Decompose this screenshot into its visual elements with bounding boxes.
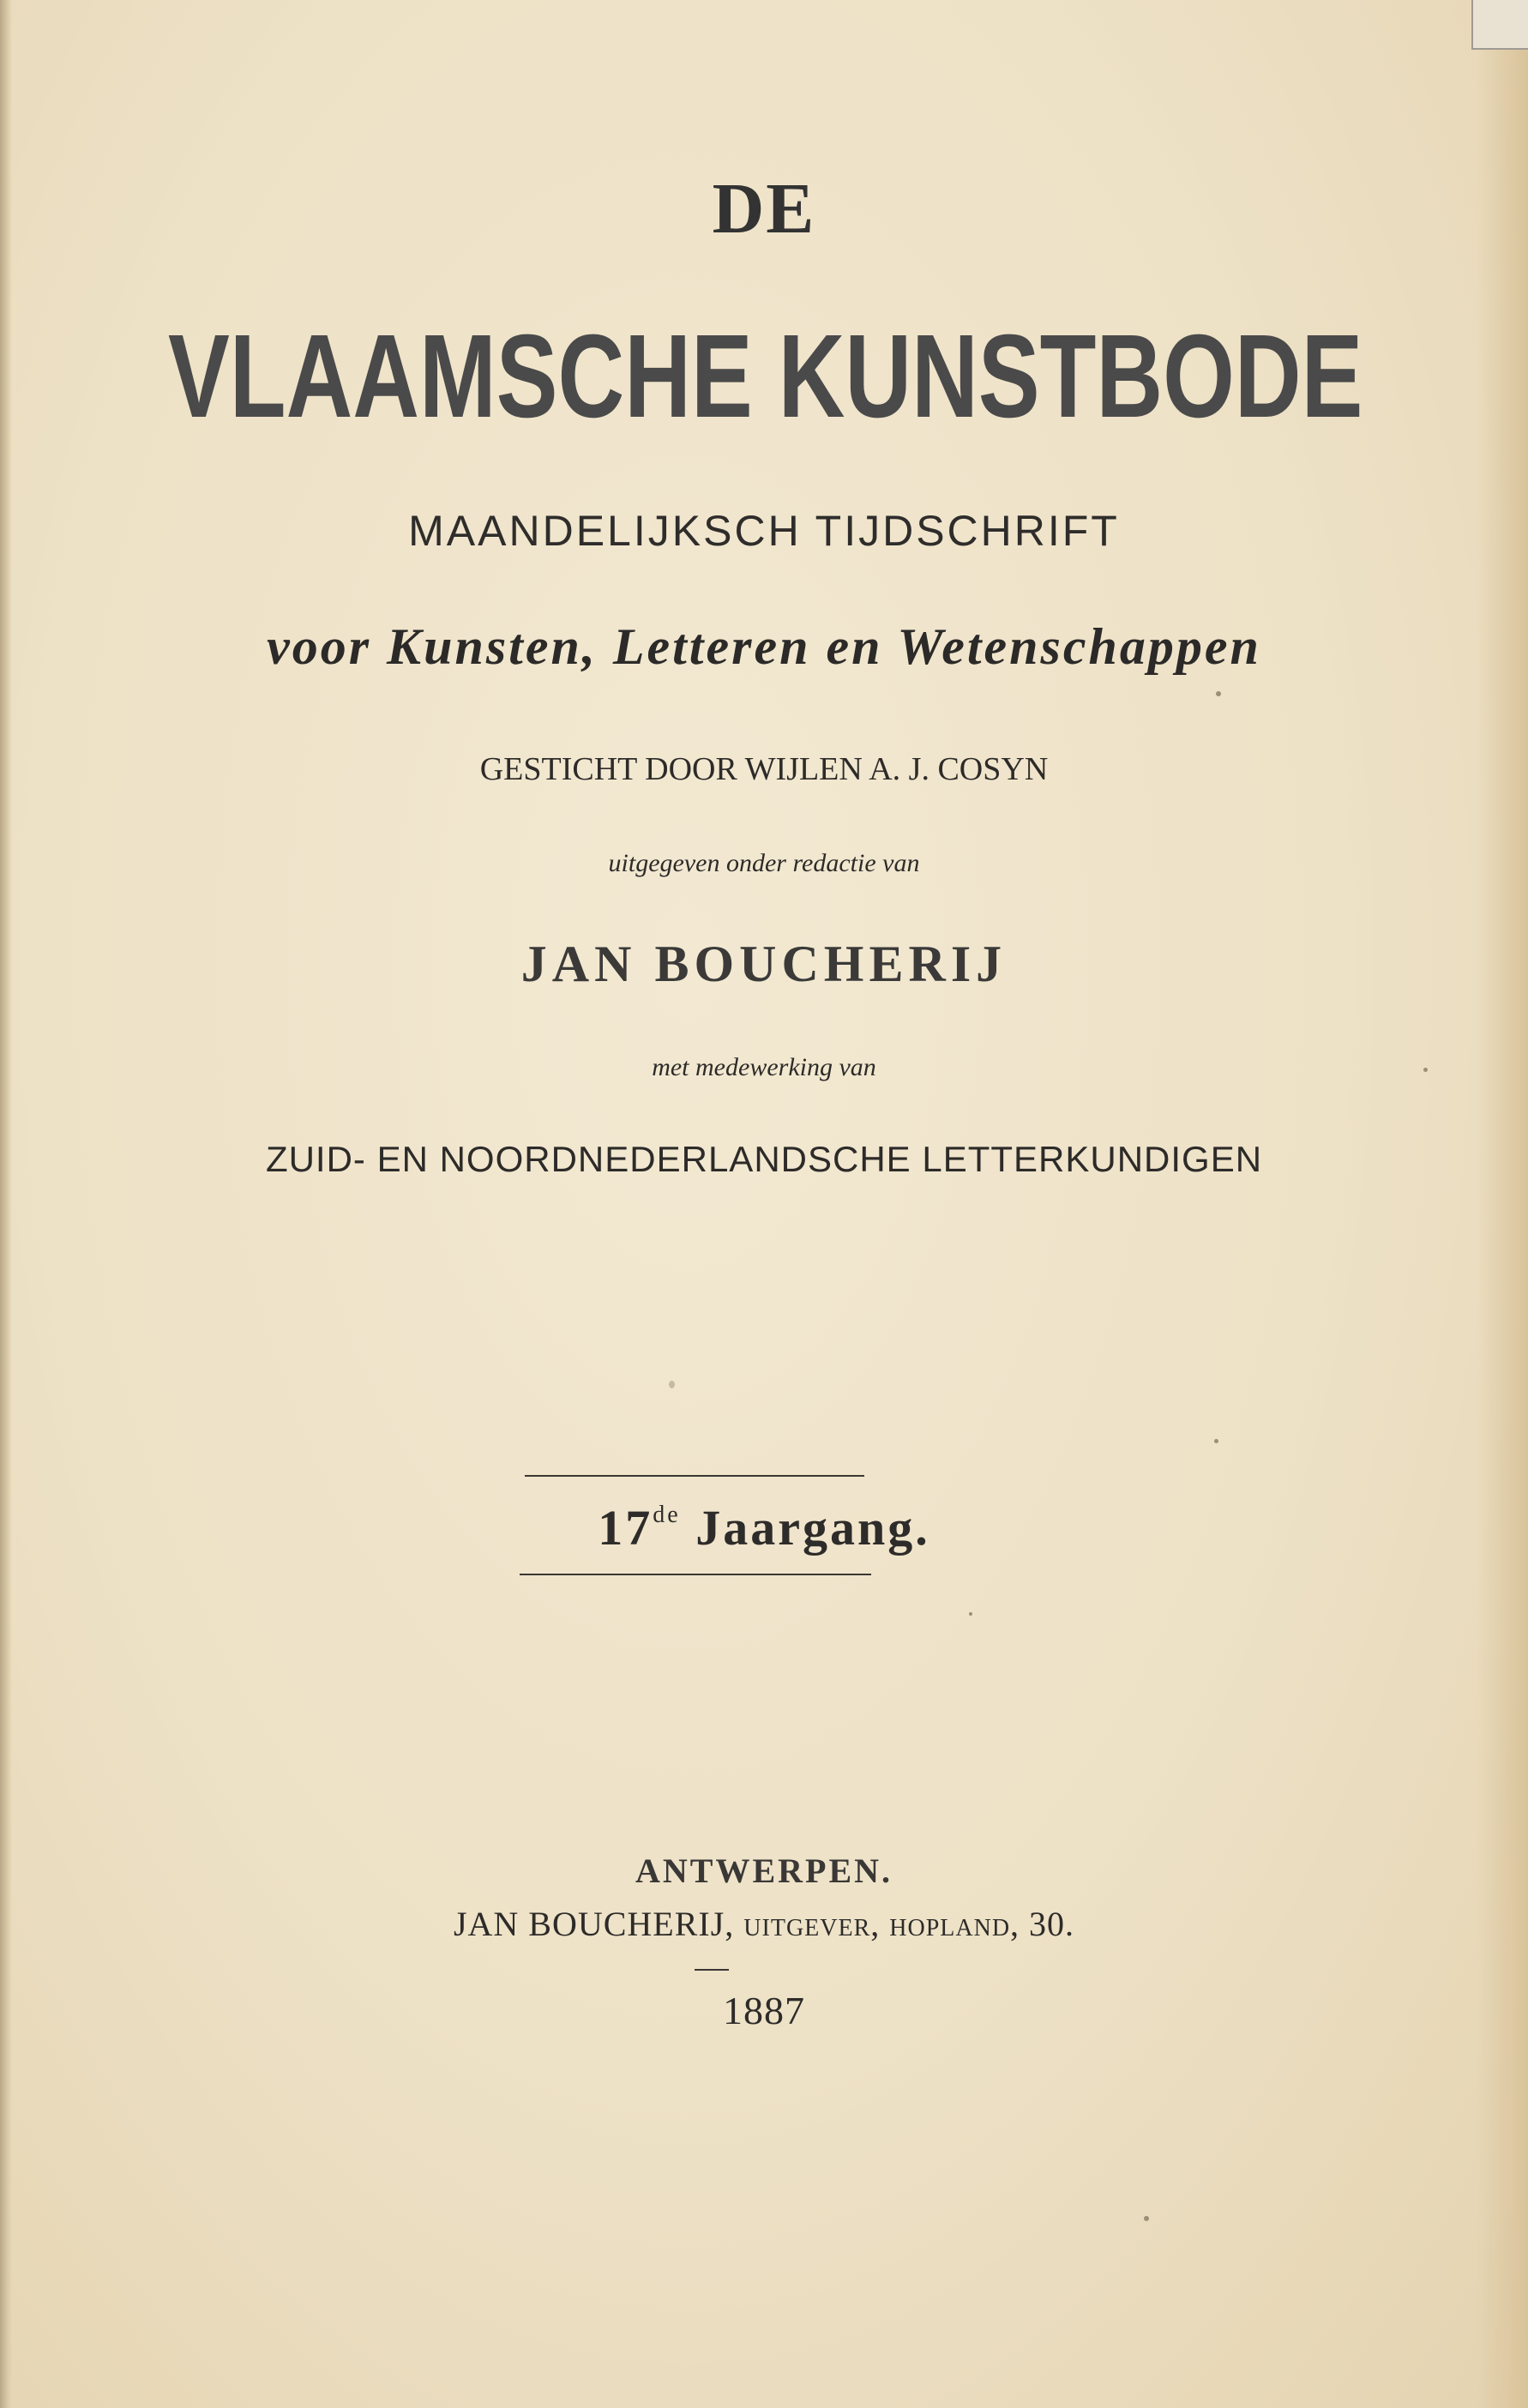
city: ANTWERPEN. (635, 1851, 893, 1890)
edited-by-label: uitgegeven onder redactie van (608, 849, 920, 877)
publisher-role: uitgever, (743, 1905, 881, 1943)
cooperation-label: met medewerking van (652, 1053, 876, 1081)
paper-speck (969, 1612, 972, 1616)
founder-line: GESTICHT DOOR WIJLEN A. J. COSYN (479, 751, 1049, 787)
rule-bottom (520, 1574, 871, 1575)
paper-speck (1216, 691, 1221, 696)
volume-suffix: de (653, 1502, 681, 1528)
volume-number: 17 (598, 1500, 653, 1556)
title-article: DE (712, 169, 816, 249)
journal-title: VLAAMSCHE KUNSTBODE (168, 310, 1363, 442)
publication-year: 1887 (723, 1989, 805, 2032)
contributors-line: ZUID- EN NOORDNEDERLANDSCHE LETTERKUNDIGEN (265, 1139, 1263, 1179)
rule-top (525, 1475, 864, 1477)
corner-mark (1471, 0, 1528, 50)
subjects-line: voor Kunsten, Letteren en Wetenschappen (267, 618, 1261, 675)
paper-speck (1423, 1068, 1428, 1072)
subtitle: MAANDELIJKSCH TIJDSCHRIFT (408, 507, 1120, 555)
publisher-line (0, 1904, 1528, 1944)
publisher-name: JAN BOUCHERIJ, (453, 1905, 735, 1943)
editor-name: JAN BOUCHERIJ (520, 936, 1008, 992)
page-left-edge (0, 0, 12, 2408)
publisher-address: hopland, 30. (889, 1905, 1075, 1943)
year-dash (695, 1969, 729, 1971)
volume-label: Jaargang. (695, 1500, 930, 1556)
page-right-edge (1477, 0, 1528, 2408)
volume-line (0, 1499, 1528, 1556)
paper-speck (669, 1381, 675, 1388)
paper-speck (1144, 2216, 1149, 2221)
paper-speck (1214, 1439, 1218, 1443)
